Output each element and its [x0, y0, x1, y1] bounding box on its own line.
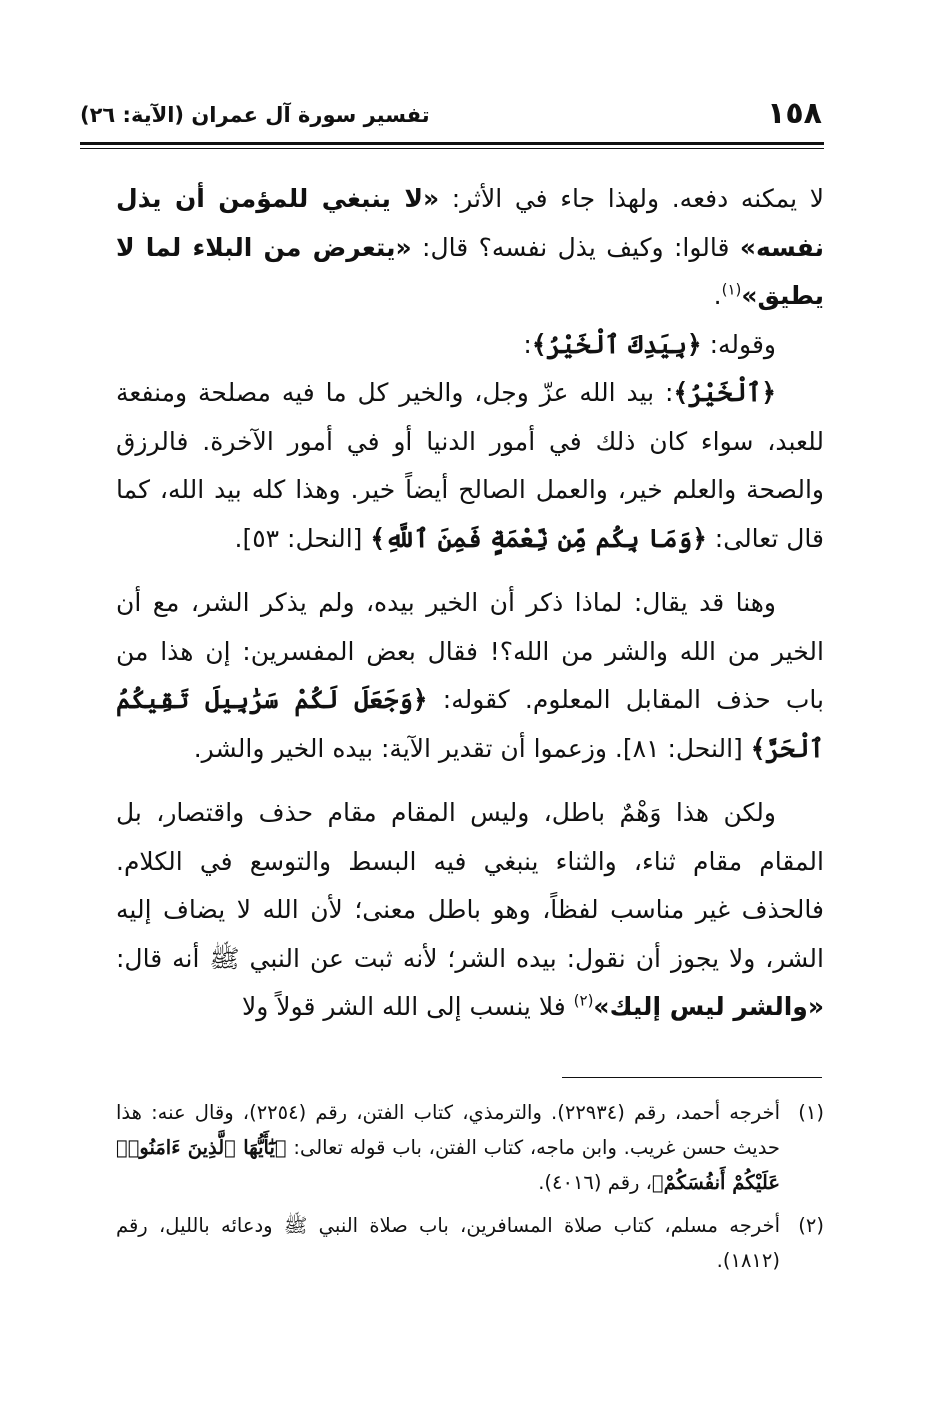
paragraph-4 [116, 579, 824, 773]
footnote-2 [116, 1208, 824, 1278]
footnote-ref-2[interactable]: (٢) [573, 991, 594, 1010]
text-run: لا يمكنه دفعه. ولهذا جاء في الأثر: [439, 184, 824, 213]
hadith-quote: «لا ينبغي للمؤمن أن يذل نفسه» [116, 184, 824, 262]
text-run: [النحل: ٥٣]. [234, 523, 371, 553]
header-rule-thick [80, 142, 824, 145]
text-run: ولكن هذا وَهْمٌ باطل، وليس المقام مقام حذف واقتصار، بل المقام مقام ثناء، والثناء ينبغي فيه البسط والتوسع في الكلام. فالحذف غير مناسب لفظاً، وهو باطل معنى؛ لأن الله لا يضاف إليه الشر، ولا يجوز أن نقول: بيده الشر؛ لأنه ثبت عن النبي ﷺ أنه قال: [116, 798, 824, 973]
footnote-mark: (١) [798, 1101, 824, 1124]
quran-verse: ﴿يَٰٓأَيُّهَا ٱلَّذِينَ ءَامَنُوا۟ عَلَيْكُمْ أَنفُسَكُمْ﴾ [116, 1136, 780, 1194]
footnote-mark: (٢) [798, 1214, 824, 1237]
paragraph-1 [116, 175, 824, 321]
quran-verse: ﴿ٱلْخَيْرُ﴾ [673, 378, 776, 407]
text-run: ، رقم (٤٠١٦). [538, 1171, 652, 1194]
running-title: تفسير سورة آل عمران (الآية: ٢٦) [80, 103, 430, 127]
hadith-quote: «والشر ليس إليك» [593, 992, 824, 1021]
footnote-separator [562, 1077, 822, 1078]
header-rule-thin [80, 148, 824, 149]
footnotes [116, 1095, 824, 1286]
page-number: ١٥٨ [767, 96, 822, 131]
hadith-quote: «يتعرض من البلاء لما لا يطيق» [116, 232, 824, 310]
page-header [78, 96, 824, 142]
quran-verse: ﴿بِيَدِكَ ٱلْخَيْرُ﴾ [531, 329, 702, 359]
text-run: قالوا: وكيف يذل نفسه؟ قال: [411, 232, 740, 262]
quran-verse: ﴿وَمَا بِكُم مِّن نِّعْمَةٍ فَمِنَ ٱللَّهِ﴾ [370, 523, 707, 553]
main-text [116, 175, 824, 1032]
text-run: [النحل: ٨١]. وزعموا أن تقدير الآية: بيده الخير والشر. [193, 733, 751, 763]
text-run: وقوله: [701, 329, 776, 359]
paragraph-3 [116, 369, 824, 563]
footnote-1 [116, 1095, 824, 1200]
text-run: . [713, 281, 722, 310]
quran-verse: ﴿وَجَعَلَ لَكُمْ سَرَٰبِيلَ تَقِيكُمُ ٱلْحَرَّ﴾ [116, 685, 824, 763]
text-run: فلا ينسب إلى الله الشر قولاً ولا [242, 992, 574, 1021]
text-run: وهنا قد يقال: لماذا ذكر أن الخير بيده، ولم يذكر الشر، مع أن الخير من الله والشر من الله؟! فقال بعض المفسرين: إن هذا من باب حذف المقابل المعلوم. كقوله: [116, 588, 824, 714]
text-run: : بيد الله عزّ وجل، والخير كل ما فيه مصلحة ومنفعة للعبد، سواء كان ذلك في أمور الدنيا أو في أمور الآخرة. فالرزق والصحة والعلم خير، والعمل الصالح أيضاً خير. وهذا كله بيد الله، كما قال تعالى: [116, 378, 824, 553]
paragraph-2 [116, 321, 824, 370]
text-run: : [523, 329, 532, 359]
text-run: أخرجه أحمد، رقم (٢٢٩٣٤). والترمذي، كتاب الفتن، رقم (٢٢٥٤)، وقال عنه: هذا حديث حسن غريب. وابن ماجه، كتاب الفتن، باب قوله تعالى: [116, 1101, 781, 1159]
text-run: أخرجه مسلم، كتاب صلاة المسافرين، باب صلاة النبي ﷺ ودعائه بالليل، رقم (١٨١٢). [116, 1214, 780, 1272]
footnote-ref-1[interactable]: (١) [721, 280, 742, 299]
paragraph-5 [116, 789, 824, 1032]
